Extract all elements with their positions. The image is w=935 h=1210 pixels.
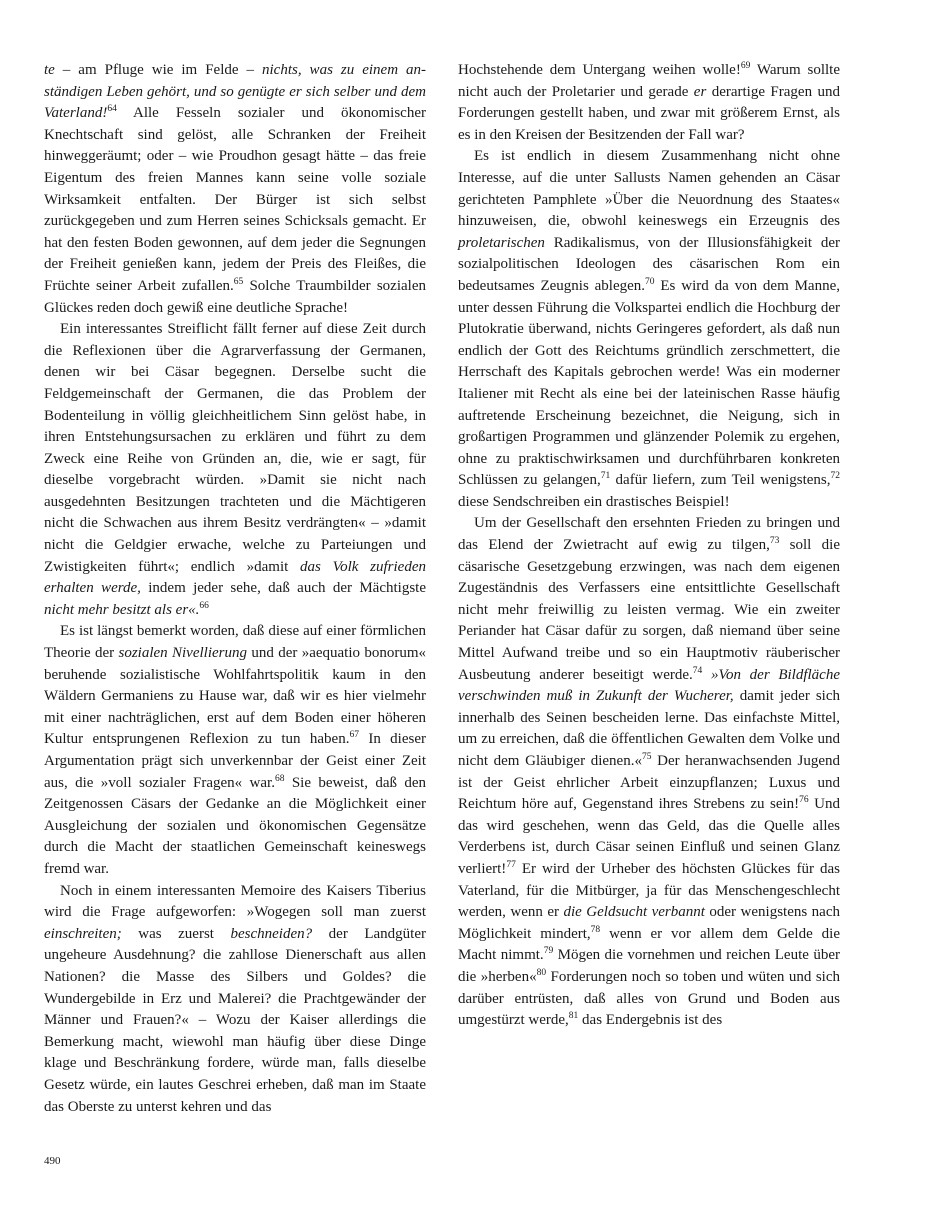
- emphasis-text: te: [44, 62, 55, 78]
- body-text: Forderungen noch so toben und wüten und sich darüber entrüsten, daß alles von Grund und Boden aus umgestürzt werde,: [458, 968, 840, 1029]
- body-text: dafür liefern, zum Teil wenigstens,: [610, 472, 831, 489]
- body-text: Er wird der Urheber des höchsten Glückes für das Vaterland, für die Mitbürger, ja für das Menschengeschlecht werden, wenn er: [458, 860, 840, 921]
- body-text: Es ist endlich in diesem Zusammenhang nicht ohne Interesse, auf die unter Sallusts Namen gehenden an Cäsar gerichteten Pamphlete »Über die Neuordnung des Staates« hinzuweisen, die, obwohl keineswegs ein Erzeugnis des: [458, 148, 840, 230]
- paragraph: [458, 513, 840, 1031]
- body-text: – am Pfluge wie im Felde –: [54, 62, 262, 78]
- emphasis-text: nicht mehr besitzt als er«.: [44, 601, 200, 618]
- body-text: derartige Fragen und Forderungen gestellt haben, und zwar mit größerem Ernst, als es in den Kreisen der Besitzenden der Fall war?: [458, 83, 841, 143]
- emphasis-text: das Volk zufrieden erhalten werde,: [44, 558, 426, 597]
- body-text: Und das wird geschehen, wenn das Geld, das die Quelle alles Verderbens ist, durch Cäsar seinen Einfluß und seinen Glanz verliert!: [458, 796, 840, 877]
- footnote-ref: 79: [543, 946, 554, 957]
- body-text: Alle Fesseln sozialer und ökonomischer Knechtschaft sind gelöst, alle Schranken der Freiheit hinweggeräumt; oder – wie Proudhon gesagt hätte – das freie Eigentum des freien Mannes kann seine volle soziale Wirksamkeit entfalten. Der Bürger ist sich selbst zurückgegeben und zum Herren seines Schicksals gemacht. Er hat den festen Boden gewonnen, auf dem jeder die Segnungen der Freiheit genießen kann, jedem der Preis des Fleißes, die Früchte seiner Arbeit zufallen.: [44, 105, 426, 294]
- body-text: Es wird da von dem Manne, unter dessen Führung die Volkspartei endlich die Hochburg der Plutokratie überwand, nichts Geringeres gefordert, als daß nun endlich der Gott des Reichtums gründlich zerschmettert, die Herrschaft des Kapitals gebrochen werde! Was ein moderner Italiener mit Recht als eine bei der lateinischen Rasse häufig auftretende Erscheinung bezeichnet, die Neigung, sich in großartigen Programmen und glänzender Polemik zu ergehen, ohne zu praktischwirksamen und durchführbaren konkreten Schlüssen zu gelangen,: [458, 277, 840, 489]
- emphasis-text: sozialen Nivellierung: [118, 645, 247, 662]
- right-column: [458, 60, 840, 1032]
- footnote-ref: 64: [107, 104, 117, 115]
- body-text: Mögen die vornehmen und reichen Leute über die »herben«: [458, 947, 840, 985]
- footnote-ref: 81: [568, 1011, 579, 1022]
- emphasis-text: nichts, was zu einem anständigen Leben gehört, und so genügte er sich selber und dem Vaterland!: [44, 62, 427, 122]
- paragraph: [458, 146, 840, 513]
- footnote-ref: 65: [233, 276, 244, 287]
- emphasis-text: »Von der Bildfläche verschwinden muß in Zukunft der Wucherer,: [458, 666, 840, 705]
- footnote-ref: 66: [199, 600, 209, 611]
- paragraph: [44, 60, 426, 319]
- footnote-ref: 80: [536, 967, 547, 978]
- body-text: soll die cäsarische Gesetzgebung erzwingen, was nach dem eigenen Zugeständnis des Verfassers eine entsittlichte Gesellschaft nicht mehr freiwillig zu leisten vermag. Wie ein zweiter Periander hat Cäsar dafür zu sorgen, daß niemand über seine Mittel Aufwand treibe und so ein Hauptmotiv räuberischer Ausbeutung anderer beseitigt werde.: [458, 537, 840, 683]
- body-text: wenn er vor allem dem Gelde die Macht nimmt.: [458, 925, 841, 964]
- body-text: Radikalismus, von der Illusionsfähigkeit der sozialpolitischen Ideologen des cäsarischen Rom ein bedeutsames Zeugnis ablegen.: [458, 234, 840, 294]
- footnote-ref: 75: [641, 752, 652, 762]
- paragraph: [44, 621, 426, 880]
- left-column: [44, 60, 426, 1118]
- body-text: damit jeder sich innerhalb des Seinen bescheiden lerne. Das einfachste Mittel, um zu erreichen, daß die öffentlichen Gewalten dem Volke und nicht dem Gläubiger dienen.«: [458, 688, 840, 769]
- body-text: Der heranwachsenden Jugend ist der Geist ehrlicher Arbeit einzupflanzen; Luxus und Reichtum höre auf, Gegenstand ihres Strebens zu sein!: [458, 753, 840, 813]
- footnote-ref: 77: [506, 859, 516, 870]
- body-text: was zuerst: [121, 925, 231, 942]
- footnote-ref: 67: [349, 730, 359, 741]
- body-text: Es ist längst bemerkt worden, daß diese auf einer förmlichen Theorie der: [44, 623, 426, 662]
- body-text: Hochstehende dem Untergang weihen wolle!: [458, 62, 741, 78]
- footnote-ref: 78: [590, 924, 601, 935]
- body-text: In dieser Argumentation prägt sich unverkennbar der Geist einer Zeit aus, die »voll sozialer Fragen« war.: [44, 731, 426, 791]
- footnote-ref: 73: [769, 536, 780, 547]
- body-text: Noch in einem interessanten Memoire des Kaisers Tiberius wird die Frage aufgeworfen: »Wogegen soll man zuerst: [44, 882, 426, 921]
- body-text: Solche Traumbilder sozialen Glückes reden doch gewiß eine deutliche Sprache!: [44, 277, 426, 316]
- body-text: diese Sendschreiben ein drastisches Beispiel!: [458, 493, 730, 510]
- emphasis-text: er: [693, 83, 707, 100]
- footnote-ref: 70: [645, 276, 655, 287]
- page-number: 490: [44, 1155, 61, 1167]
- emphasis-text: die Geldsucht verbannt: [563, 904, 705, 921]
- footnote-ref: 74: [692, 665, 703, 676]
- emphasis-text: proletarischen: [458, 234, 545, 251]
- body-text: Um der Gesellschaft den ersehnten Frieden zu bringen und das Elend der Zwietracht auf ewig zu tilgen,: [458, 515, 840, 554]
- body-text: Ein interessantes Streiflicht fällt ferner auf diese Zeit durch die Reflexionen über die Agrarverfassung der Germanen, denen wir bei Cäsar begegnen. Derselbe sucht die Feldgemeinschaft der Germanen, die das Problem der Bodenteilung in völlig gleichheitlichem Sinn gelöst habe, in ihren Entstehungsursachen zu erklären und führt zu dem Zweck eine Reihe von Gründen an, die, wie er sagt, für dieselbe vorgebracht würden. »Damit sie nicht nach ausgedehnten Besitzungen trachteten und die Mächtigeren nicht die Schwachen aus ihrem Besitz verdrängten« – »damit nicht die Geldgier erwache, welche zu Parteiungen und Zwistigkeiten führt«; endlich »damit: [44, 321, 426, 575]
- body-text: Warum sollte nicht auch der Proletarier und gerade: [458, 62, 840, 100]
- body-text: der Landgüter ungeheure Ausdehnung? die zahllose Dienerschaft aus allen Nationen? die Masse des Silbers und Goldes? die Wundergebilde in Erz und Malerei? die Prachtgewänder der Männer und Frauen?« – Wozu der Kaiser allerdings die Bemerkung macht, wiewohl man häufig über diese Dinge klage und Beschränkung fordere, würde man, falls dieselbe Gesetz würde, ein lautes Geschrei erheben, daß man im Staate das Oberste zu unterst kehren und das: [44, 925, 426, 1115]
- body-text: oder wenigstens nach Möglichkeit mindert,: [458, 904, 840, 942]
- footnote-ref: 68: [274, 773, 285, 784]
- footnote-ref: 76: [799, 795, 809, 806]
- body-text: und der »aequatio bonorum« beruhende sozialistische Wohlfahrtspolitik kaum in den Wäldern Germaniens zu Hause war, daß wir es hier vielmehr mit einer nachträglichen, erst auf dem Boden einer höheren Kultur entsprungenen Reflexion zu tun haben.: [44, 645, 427, 748]
- body-text: [702, 667, 711, 683]
- footnote-ref: 69: [740, 61, 751, 71]
- emphasis-text: einschreiten;: [44, 925, 122, 942]
- body-text: indem jeder sehe, daß auch der Mächtigste: [140, 580, 426, 597]
- body-text: Sie beweist, daß den Zeitgenossen Cäsars der Gedanke an die Möglichkeit einer Ausgleichung der sozialen und ökonomischen Gegensätze durch die Macht der staatlichen Gemeinschaft keineswegs fremd war.: [44, 774, 427, 877]
- paragraph: [44, 319, 426, 621]
- paragraph: [458, 60, 840, 146]
- paragraph: [44, 881, 426, 1119]
- footnote-ref: 71: [600, 471, 611, 482]
- footnote-ref: 72: [830, 471, 840, 482]
- body-text: das Endergebnis ist des: [578, 1012, 723, 1029]
- emphasis-text: beschneiden?: [230, 925, 313, 942]
